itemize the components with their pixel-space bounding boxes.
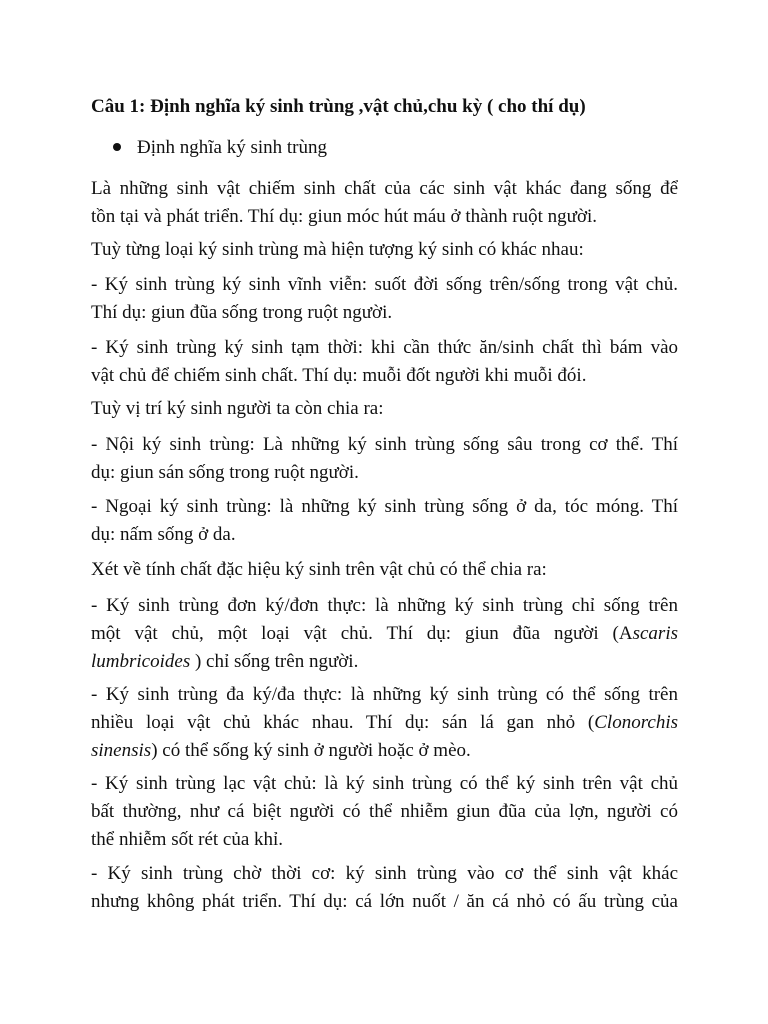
species-name: sinensis bbox=[91, 740, 152, 761]
paragraph-specificity-intro bbox=[91, 556, 678, 584]
paragraph-line: Xét về tính chất đặc hiệu ký sinh trên vật chủ có thể chia ra: bbox=[91, 559, 547, 580]
paragraph-line: bất thường, như cá biệt người có thể nhiễm giun đũa của lợn, người có bbox=[91, 801, 678, 822]
paragraph-line: thể nhiễm sốt rét của khỉ. bbox=[91, 829, 284, 850]
paragraph-line: Tuỳ từng loại ký sinh trùng mà hiện tượng ký sinh có khác nhau: bbox=[91, 239, 584, 260]
paragraph-line: - Nội ký sinh trùng: Là những ký sinh trùng sống sâu trong cơ thể. Thí bbox=[91, 434, 678, 455]
paragraph-classification-intro bbox=[91, 236, 678, 264]
paragraph-line: dụ: giun sán sống trong ruột người. bbox=[91, 462, 359, 483]
paragraph-definition bbox=[91, 175, 678, 231]
paragraph-line: vật chủ để chiếm sinh chất. Thí dụ: muỗi đốt người khi muỗi đói. bbox=[91, 365, 587, 386]
paragraph-line: Là những sinh vật chiếm sinh chất của các sinh vật khác đang sống để bbox=[91, 178, 678, 199]
bullet-item bbox=[113, 134, 327, 162]
paragraph-line: dụ: nấm sống ở da. bbox=[91, 524, 236, 545]
paragraph-ectoparasite bbox=[91, 493, 678, 549]
bullet-text: Định nghĩa ký sinh trùng bbox=[137, 137, 327, 158]
paragraph-line: sinensis) có thể sống ký sinh ở người hoặc ở mèo. bbox=[91, 740, 471, 761]
paragraph-temporary bbox=[91, 334, 678, 390]
paragraph-monoxenous bbox=[91, 592, 678, 676]
paragraph-opportunistic bbox=[91, 860, 678, 916]
paragraph-line: Thí dụ: giun đũa sống trong ruột người. bbox=[91, 302, 393, 323]
paragraph-line: - Ký sinh trùng ký sinh vĩnh viễn: suốt đời sống trên/sống trong vật chủ. bbox=[91, 274, 678, 295]
paragraph-polyxenous bbox=[91, 681, 678, 765]
paragraph-accidental-host bbox=[91, 770, 678, 854]
paragraph-line: tồn tại và phát triển. Thí dụ: giun móc hút máu ở thành ruột người. bbox=[91, 206, 598, 227]
paragraph-line: - Ngoại ký sinh trùng: là những ký sinh trùng sống ở da, tóc móng. Thí bbox=[91, 496, 678, 517]
paragraph-line: Tuỳ vị trí ký sinh người ta còn chia ra: bbox=[91, 398, 384, 419]
paragraph-line: một vật chủ, một loại vật chủ. Thí dụ: giun đũa người (Ascaris bbox=[91, 623, 678, 644]
paragraph-line: - Ký sinh trùng lạc vật chủ: là ký sinh trùng có thể ký sinh trên vật chủ bbox=[91, 773, 678, 794]
paragraph-line: nhưng không phát triển. Thí dụ: cá lớn nuốt / ăn cá nhỏ có ấu trùng của bbox=[91, 891, 678, 912]
species-name: Clonorchis bbox=[594, 712, 678, 733]
paragraph-line: - Ký sinh trùng ký sinh tạm thời: khi cần thức ăn/sinh chất thì bám vào bbox=[91, 337, 678, 358]
species-name: scaris bbox=[632, 623, 678, 644]
paragraph-location-intro bbox=[91, 395, 678, 423]
paragraph-line: - Ký sinh trùng đơn ký/đơn thực: là những ký sinh trùng chỉ sống trên bbox=[91, 595, 678, 616]
paragraph-line: lumbricoides ) chỉ sống trên người. bbox=[91, 651, 359, 672]
bullet-icon bbox=[113, 143, 121, 151]
species-name: lumbricoides bbox=[91, 651, 191, 672]
paragraph-endoparasite bbox=[91, 431, 678, 487]
paragraph-line: - Ký sinh trùng chờ thời cơ: ký sinh trùng vào cơ thể sinh vật khác bbox=[91, 863, 678, 884]
question-heading: Câu 1: Định nghĩa ký sinh trùng ,vật chủ,chu kỳ ( cho thí dụ) bbox=[91, 96, 586, 117]
paragraph-permanent bbox=[91, 271, 678, 327]
paragraph-line: nhiều loại vật chủ khác nhau. Thí dụ: sán lá gan nhỏ (Clonorchis bbox=[91, 712, 678, 733]
paragraph-line: - Ký sinh trùng đa ký/đa thực: là những ký sinh trùng có thể sống trên bbox=[91, 684, 678, 705]
